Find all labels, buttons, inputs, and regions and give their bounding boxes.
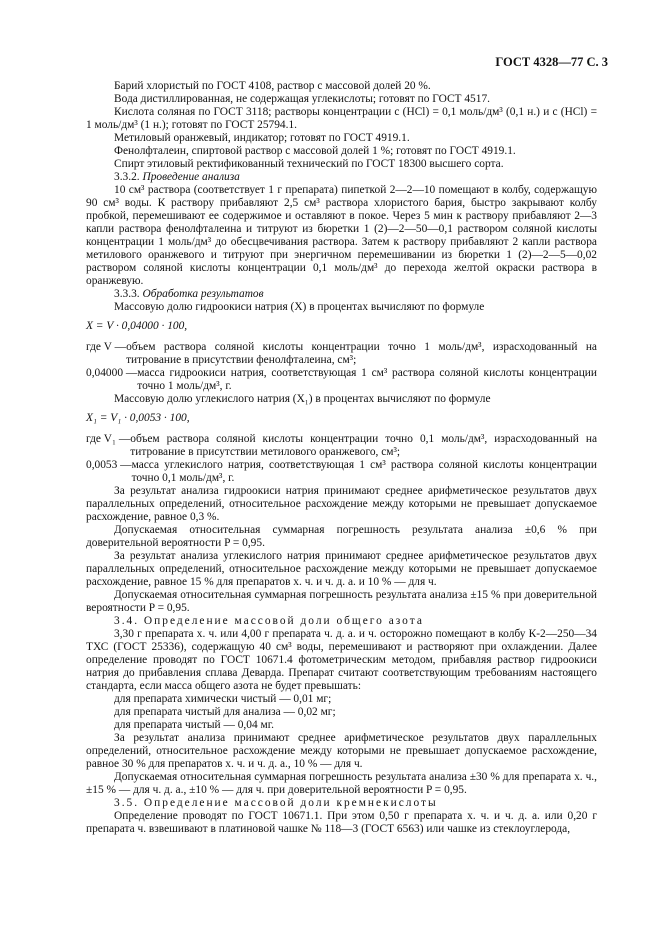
definition-0-04000 bbox=[86, 367, 597, 393]
limit-list-item: для препарата химически чистый — 0,01 мг; bbox=[114, 693, 332, 705]
definition-term: 0,04000 — bbox=[86, 367, 138, 379]
reagent-phenolphthalein: Фенолфталеин, спиртовой раствор с массовой долей 1 %; готовят по ГОСТ 4919.1. bbox=[114, 145, 516, 157]
silica-procedure: Определение проводят по ГОСТ 10671.1. При этом 0,50 г препарата х. ч. и ч. д. а. или 0,20 г препарата ч. взвешивают в платиновой чашке № 118—3 (ГОСТ 6563) или чашке из стеклоуглерода, bbox=[86, 810, 597, 835]
definition-term: 0,0053 — bbox=[86, 459, 132, 471]
section-number: 3.3.3. bbox=[114, 288, 140, 300]
page-header: ГОСТ 4328—77 С. 3 bbox=[495, 55, 608, 69]
reagent-ethanol: Спирт этиловый ректификованный технический по ГОСТ 18300 высшего сорта. bbox=[114, 158, 504, 170]
definition-0-0053 bbox=[86, 459, 597, 485]
limit-list-item: для препарата чистый для анализа — 0,02 мг; bbox=[114, 706, 336, 718]
definition-v bbox=[86, 341, 597, 367]
definition-text: масса гидроокиси натрия, соответствующая 1 см³ раствора соляной кислоты концентрации точно 1 моль/дм³, г. bbox=[137, 367, 597, 392]
nitrogen-result-paragraph: За результат анализа принимают среднее арифметическое результатов двух параллельных определений, относительное расхождение между которыми не превышает допускаемое расхождение, равное 30 % для препаратов х. ч. и ч. д. а., 10 % — для ч. bbox=[86, 732, 597, 770]
formula-na2co3: X₁ = V₁ · 0,0053 · 100, bbox=[86, 412, 190, 424]
na2co3-intro: Массовую долю углекислого натрия (X₁) в процентах вычисляют по формуле bbox=[114, 393, 491, 405]
na2co3-result-paragraph: За результат анализа углекислого натрия принимают среднее арифметическое результатов двух параллельных определений, относительное расхождение между которыми не превышает допускаемое расхождение, равное 15 % для препаратов х. ч. и ч. д. а. и 10 % — для ч. bbox=[86, 550, 597, 588]
definition-term: где V₁ — bbox=[86, 433, 131, 445]
definition-text: объем раствора соляной кислоты концентрации точно 0,1 моль/дм³, израсходованный на титрование в присутствии метилового оранжевого, см³; bbox=[130, 433, 597, 458]
reagent-water: Вода дистиллированная, не содержащая углекислоты; готовят по ГОСТ 4517. bbox=[114, 93, 490, 105]
naoh-error-paragraph: Допускаемая относительная суммарная погрешность результата анализа ±0,6 % при доверительной вероятности P = 0,95. bbox=[86, 524, 597, 549]
reagent-methyl-orange: Метиловый оранжевый, индикатор; готовят по ГОСТ 4919.1. bbox=[114, 132, 410, 144]
definition-v1 bbox=[86, 433, 597, 459]
document-body bbox=[86, 80, 597, 836]
reagent-barium: Барий хлористый по ГОСТ 4108, раствор с массовой долей 20 %. bbox=[114, 80, 431, 92]
na2co3-error-paragraph: Допускаемая относительная суммарная погрешность результата анализа ±15 % при доверительной вероятности P = 0,95. bbox=[86, 589, 597, 614]
section-3-3-2-heading bbox=[86, 171, 597, 184]
formula-naoh: X = V · 0,04000 · 100, bbox=[86, 320, 188, 332]
analysis-procedure: 10 см³ раствора (соответствует 1 г препарата) пипеткой 2—2—10 помещают в колбу, содержащую 90 см³ воды. К раствору прибавляют 2,5 см³ раствора хлористого бария, быстро закрывают колбу пробкой, перемешивают ее содержимое и оставляют в покое. Через 5 мин к раствору прибавляют 2—3 капли раствора фенолфталеина и титруют из бюретки 1 (2)—2—50—0,1 раствором соляной кислоты концентрации 1 моль/дм³ до обесцвечивания раствора. Затем к раствору прибавляют 2 капли раствора метилового оранжевого и титруют при энергичном перемешивании из бюретки 1 (2)—2—5—0,02 раствором соляной кислоты концентрации 0,1 моль/дм³ до перехода желтой окраски раствора в оранжевую. bbox=[86, 184, 597, 287]
section-3-5-heading: 3.5. Определение массовой доли кремнекислоты bbox=[114, 797, 438, 809]
limit-list-item: для препарата чистый — 0,04 мг. bbox=[114, 719, 274, 731]
section-title: Проведение анализа bbox=[142, 171, 240, 183]
reagent-hcl: Кислота соляная по ГОСТ 3118; растворы концентрации c (HCl) = 0,1 моль/дм³ (0,1 н.) и c (HCl) = 1 моль/дм³ (1 н.); готовят по ГОСТ 25794.1. bbox=[86, 106, 597, 131]
section-number: 3.3.2. bbox=[114, 171, 140, 183]
nitrogen-procedure: 3,30 г препарата х. ч. или 4,00 г препарата ч. д. а. и ч. осторожно помещают в колбу К-2—250—34 ТХС (ГОСТ 25336), содержащую 40 см³ воды, перемешивают и растворяют при охлаждении. Далее определение проводят по ГОСТ 10671.4 фотометрическим методом, прибавляя раствор гидроокиси натрия до прибавления сплава Деварда. Препарат считают соответствующим требованиям настоящего стандарта, если масса общего азота не будет превышать: bbox=[86, 628, 597, 692]
section-title: Обработка результатов bbox=[142, 288, 264, 300]
nitrogen-error-paragraph: Допускаемая относительная суммарная погрешность результата анализа ±30 % для препарата х. ч., ±15 % — для ч. д. а., ±10 % — для ч. при доверительной вероятности P = 0,95. bbox=[86, 771, 597, 796]
definition-text: масса углекислого натрия, соответствующая 1 см³ раствора соляной кислоты концентрации точно 0,1 моль/дм³, г. bbox=[131, 459, 597, 484]
definition-text: объем раствора соляной кислоты концентрации точно 1 моль/дм³, израсходованный на титрование в присутствии фенолфталеина, см³; bbox=[126, 341, 597, 366]
section-3-4-heading: 3.4. Определение массовой доли общего азота bbox=[114, 615, 424, 627]
definition-term: где V — bbox=[86, 341, 127, 353]
naoh-intro: Массовую долю гидроокиси натрия (X) в процентах вычисляют по формуле bbox=[114, 301, 485, 313]
naoh-result-paragraph: За результат анализа гидроокиси натрия принимают среднее арифметическое результатов двух параллельных определений, относительное расхождение между которыми не превышает допускаемое расхождение, равное 0,3 %. bbox=[86, 485, 597, 523]
section-3-3-3-heading bbox=[86, 288, 597, 301]
